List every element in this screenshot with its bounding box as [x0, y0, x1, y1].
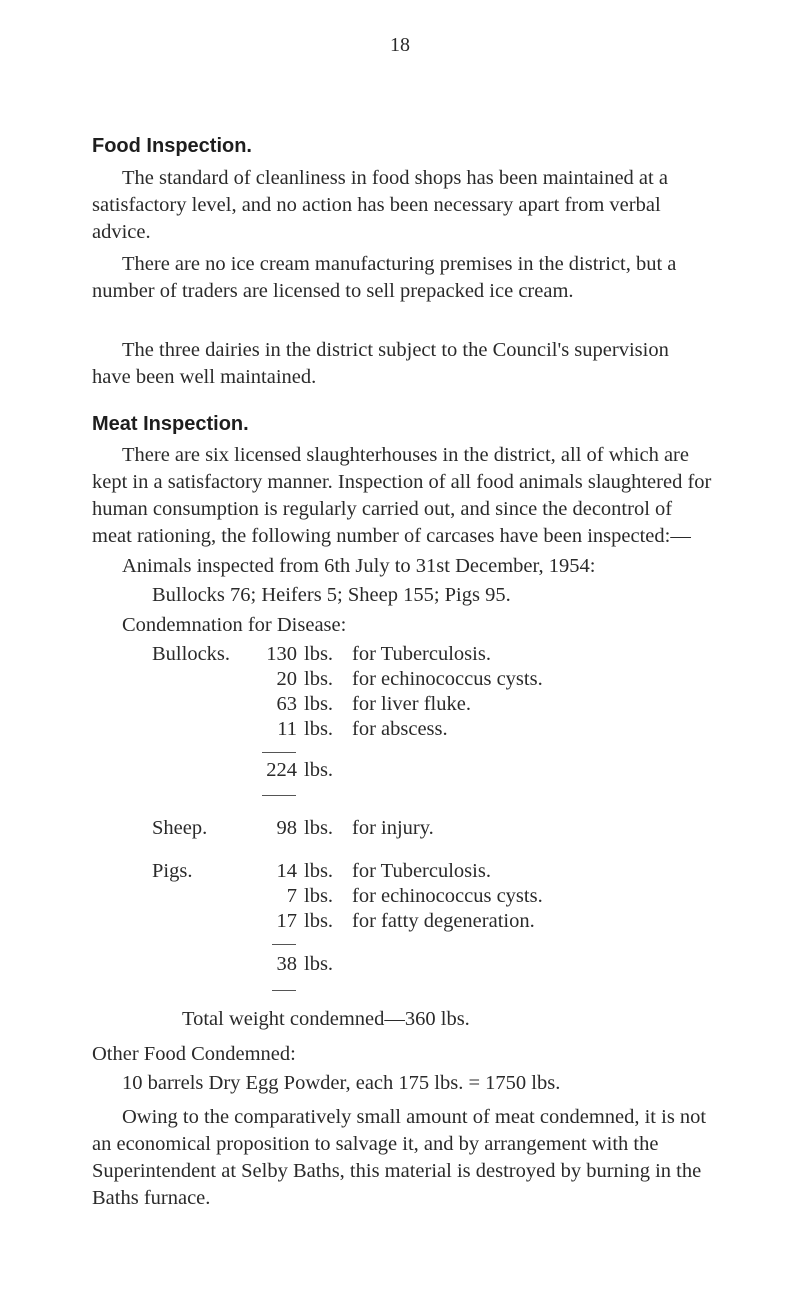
group-animal-bullocks: Bullocks. — [152, 643, 231, 665]
bullocks-total-amount: 224 — [266, 759, 297, 781]
bullocks-row-3-unit: lbs. — [304, 693, 334, 715]
pigs-total-rule-top — [272, 944, 296, 945]
bullocks-row-2-amount: 20 — [276, 668, 297, 690]
pigs-row-3-reason: for fatty degeneration. — [352, 910, 535, 932]
pigs-row-1-unit: lbs. — [304, 860, 334, 882]
sheep-row-1-reason: for injury. — [352, 817, 434, 839]
food-inspection-heading: Food Inspection. — [92, 135, 252, 157]
bullocks-row-4-unit: lbs. — [304, 718, 334, 740]
bullocks-row-3-reason: for liver fluke. — [352, 693, 471, 715]
bullocks-total-rule-top — [262, 752, 296, 753]
pigs-row-1-reason: for Tuberculosis. — [352, 860, 491, 882]
animals-inspected-line: Animals inspected from 6th July to 31st December, 1954: — [122, 555, 596, 577]
pigs-row-1-amount: 14 — [276, 860, 297, 882]
food-paragraph-2: There are no ice cream manufacturing premises in the district, but a number of traders are licensed to sell prepacked ice cream. — [92, 253, 677, 302]
pigs-row-3-amount: 17 — [276, 910, 297, 932]
group-animal-sheep: Sheep. — [152, 817, 208, 839]
animal-counts-line: Bullocks 76; Heifers 5; Sheep 155; Pigs 95. — [152, 584, 511, 606]
bullocks-row-4-amount: 11 — [277, 718, 297, 740]
sheep-row-1-amount: 98 — [276, 817, 297, 839]
bullocks-row-1-amount: 130 — [266, 643, 297, 665]
pigs-total-amount: 38 — [276, 953, 297, 975]
group-animal-pigs: Pigs. — [152, 860, 193, 882]
bullocks-row-2-reason: for echinococcus cysts. — [352, 668, 543, 690]
pigs-row-2-reason: for echinococcus cysts. — [352, 885, 543, 907]
meat-inspection-heading: Meat Inspection. — [92, 413, 249, 435]
page-number: 18 — [390, 34, 410, 56]
other-food-line: 10 barrels Dry Egg Powder, each 175 lbs. = 1750 lbs. — [122, 1072, 561, 1094]
other-food-title: Other Food Condemned: — [92, 1043, 296, 1065]
bullocks-row-2-unit: lbs. — [304, 668, 334, 690]
pigs-row-2-amount: 7 — [286, 885, 297, 907]
bullocks-row-3-amount: 63 — [276, 693, 297, 715]
meat-intro-paragraph: There are six licensed slaughterhouses in the district, all of which are kept in a satisfactory manner. Inspection of all food animals slaughtered for human consumption is regularly carried out, and since the decontrol of meat rationing, the following number of carcases have been inspected:— — [92, 444, 712, 547]
bullocks-total-rule-bottom — [262, 795, 296, 796]
pigs-total-unit: lbs. — [304, 953, 334, 975]
food-paragraph-1: The standard of cleanliness in food shops has been maintained at a satisfactory level, and no action has been necessary apart from verbal advice. — [92, 167, 668, 243]
bullocks-total-unit: lbs. — [304, 759, 334, 781]
sheep-row-1-unit: lbs. — [304, 817, 334, 839]
bullocks-row-1-reason: for Tuberculosis. — [352, 643, 491, 665]
bullocks-row-4-reason: for abscess. — [352, 718, 448, 740]
bullocks-row-1-unit: lbs. — [304, 643, 334, 665]
food-paragraph-3: The three dairies in the district subject to the Council's supervision have been well maintained. — [92, 339, 669, 388]
pigs-total-rule-bottom — [272, 990, 296, 991]
closing-paragraph: Owing to the comparatively small amount of meat condemned, it is not an economical proposition to salvage it, and by arrangement with the Superintendent at Selby Baths, this material is destroyed by burning in the Baths furnace. — [92, 1106, 707, 1209]
pigs-row-2-unit: lbs. — [304, 885, 334, 907]
condemnation-title: Condemnation for Disease: — [122, 614, 347, 636]
total-weight-condemned: Total weight condemned—360 lbs. — [182, 1008, 470, 1030]
pigs-row-3-unit: lbs. — [304, 910, 334, 932]
